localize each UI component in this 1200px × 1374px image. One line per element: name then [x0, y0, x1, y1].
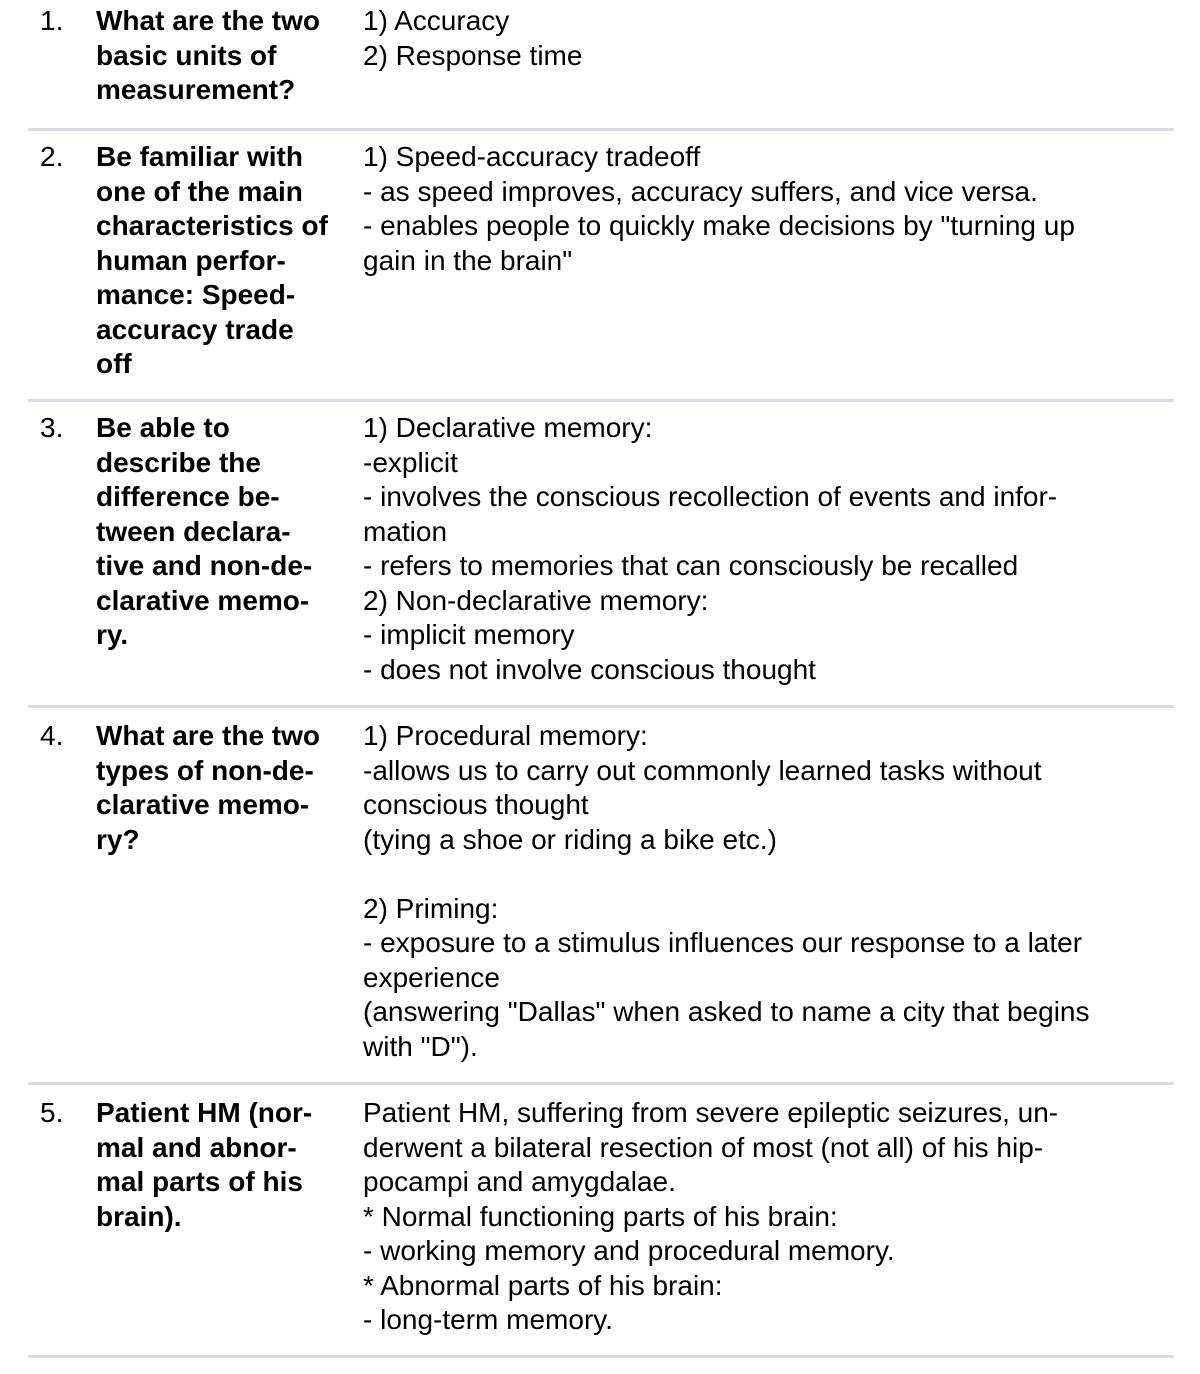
question-line: human perfor-: [96, 244, 286, 276]
question-line: tive and non-de-: [96, 550, 313, 581]
question-line: tween declara-: [96, 515, 291, 547]
question-line: off: [96, 348, 132, 379]
answer-line: experience: [363, 961, 500, 993]
answer-line: - involves the conscious recollection of events and infor-: [363, 481, 1058, 512]
question-line: mance: Speed-: [96, 279, 296, 310]
answer-line: - long-term memory.: [363, 1304, 613, 1335]
answer-line: 1) Declarative memory:: [363, 412, 653, 443]
flashcard: [28, 4, 1174, 131]
answer-line: 1) Accuracy: [363, 5, 510, 36]
card-number: 2.: [40, 141, 64, 172]
question-line: one of the main: [96, 175, 303, 207]
question-line: What are the two: [96, 5, 321, 36]
question-line: characteristics of: [96, 210, 328, 241]
question-line: ry.: [96, 619, 129, 650]
question-line: clarative memo-: [96, 584, 310, 616]
answer-line: - exposure to a stimulus influences our response to a later: [363, 927, 1083, 958]
answer-line: (answering "Dallas" when asked to name a city that begins: [363, 996, 1090, 1027]
answer-line: - enables people to quickly make decisions by "turning up: [363, 210, 1075, 241]
answer-line: * Normal functioning parts of his brain:: [363, 1200, 838, 1232]
answer-line: with "D").: [363, 1030, 478, 1062]
card-number: 1.: [40, 5, 64, 36]
question-line: What are the two: [96, 720, 321, 751]
answer-text: [363, 411, 1178, 687]
card-number: 5.: [40, 1097, 64, 1128]
answer-line: - implicit memory: [363, 619, 575, 650]
answer-line: -explicit: [363, 446, 458, 478]
question-line: accuracy trade: [96, 313, 294, 345]
question-text: [96, 1096, 358, 1234]
answer-text: [363, 1096, 1178, 1338]
question-text: [96, 719, 358, 857]
answer-line: - as speed improves, accuracy suffers, and vice versa.: [363, 175, 1038, 207]
answer-line: 1) Speed-accuracy tradeoff: [363, 141, 701, 172]
answer-text: [363, 719, 1178, 1064]
flashcard: [28, 411, 1174, 708]
answer-line: -allows us to carry out commonly learned tasks without: [363, 754, 1042, 786]
answer-line: [363, 857, 1178, 892]
answer-line: 2) Response time: [363, 39, 583, 71]
question-text: [96, 411, 358, 653]
question-text: [96, 140, 358, 382]
answer-line: conscious thought: [363, 789, 589, 820]
flashcard: [28, 1096, 1174, 1358]
card-number: 4.: [40, 720, 64, 751]
answer-line: - does not involve conscious thought: [363, 653, 816, 685]
answer-line: (tying a shoe or riding a bike etc.): [363, 823, 777, 855]
answer-line: gain in the brain": [363, 244, 573, 276]
answer-line: 1) Procedural memory:: [363, 720, 648, 751]
flashcard: [28, 719, 1174, 1085]
answer-line: mation: [363, 515, 448, 547]
question-line: types of non-de-: [96, 754, 314, 786]
question-line: mal and abnor-: [96, 1131, 297, 1163]
answer-text: [363, 140, 1178, 278]
flashcard: [28, 140, 1174, 402]
card-number: 3.: [40, 412, 64, 443]
question-line: describe the: [96, 446, 261, 478]
answer-text: [363, 4, 1178, 73]
question-text: [96, 4, 358, 108]
question-line: mal parts of his: [96, 1166, 303, 1197]
question-line: measurement?: [96, 74, 296, 105]
answer-line: pocampi and amygdalae.: [363, 1166, 676, 1197]
answer-line: * Abnormal parts of his brain:: [363, 1269, 723, 1301]
question-line: difference be-: [96, 481, 280, 512]
answer-line: - working memory and procedural memory.: [363, 1235, 895, 1266]
question-line: ry?: [96, 823, 140, 855]
answer-line: derwent a bilateral resection of most (not all) of his hip-: [363, 1131, 1044, 1163]
answer-line: - refers to memories that can consciously be recalled: [363, 550, 1019, 581]
question-line: Be familiar with: [96, 141, 303, 172]
question-line: Patient HM (nor-: [96, 1097, 313, 1128]
question-line: basic units of: [96, 39, 277, 71]
answer-line: 2) Priming:: [363, 892, 499, 924]
answer-line: Patient HM, suffering from severe epileptic seizures, un-: [363, 1097, 1059, 1128]
question-line: clarative memo-: [96, 789, 310, 820]
question-line: Be able to: [96, 412, 230, 443]
question-line: brain).: [96, 1200, 182, 1232]
answer-line: 2) Non-declarative memory:: [363, 584, 709, 616]
